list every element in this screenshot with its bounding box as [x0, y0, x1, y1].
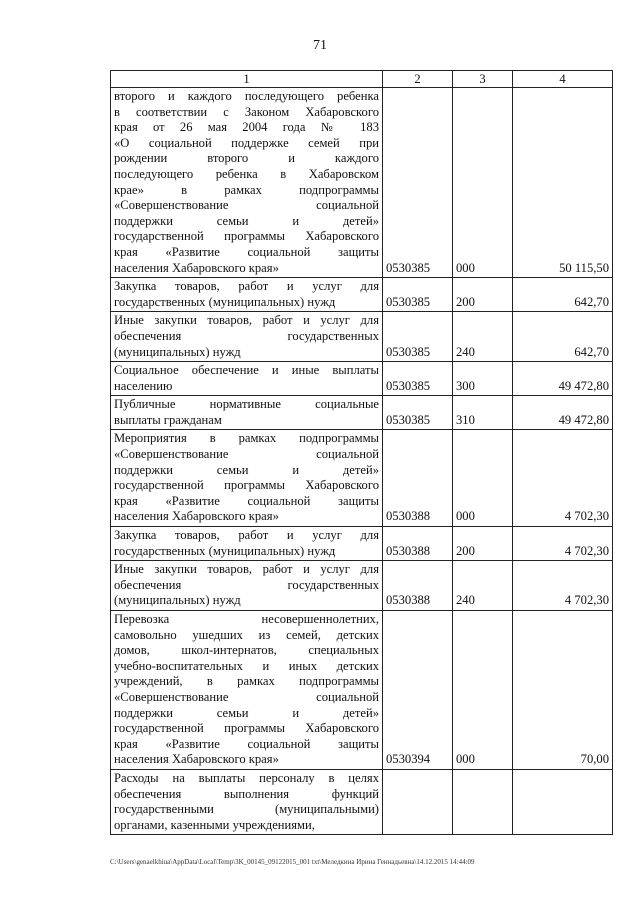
row-amount: 642,70: [513, 312, 613, 362]
description-line: государственной программы Хабаровского: [114, 721, 379, 736]
description-line: второго и каждого последующего ребенка: [114, 89, 379, 103]
row-description: [111, 561, 383, 611]
table-row: [111, 278, 613, 312]
description-line: поддержки семьи и детей»: [114, 213, 379, 228]
description-line: поддержки семьи и детей»: [114, 462, 379, 477]
row-target-code: 0530388: [383, 527, 453, 561]
description-line: края от 26 мая 2004 года № 183: [114, 120, 379, 135]
description-line: обеспечения государственных: [114, 577, 379, 592]
description-line: Закупка товаров, работ и услуг для: [114, 528, 379, 543]
row-amount: 4 702,30: [513, 430, 613, 527]
row-description: [111, 362, 383, 396]
description-line: населения Хабаровского края»: [114, 509, 279, 524]
description-line: учреждений, в рамках подпрограммы: [114, 674, 379, 689]
description-line: учебно-воспитательных и иных детских: [114, 658, 379, 673]
row-target-code: 0530385: [383, 88, 453, 278]
row-amount: 4 702,30: [513, 527, 613, 561]
description-line: Социальное обеспечение и иные выплаты: [114, 363, 379, 378]
table-row: [111, 88, 613, 278]
description-line: (муниципальных) нужд: [114, 593, 241, 608]
row-expense-type: 000: [453, 430, 513, 527]
budget-table: [110, 70, 613, 835]
description-line: последующего ребенка в Хабаровском: [114, 166, 379, 181]
table-row: [111, 769, 613, 834]
description-line: Перевозка несовершеннолетних,: [114, 612, 379, 626]
description-line: государственной программы Хабаровского: [114, 229, 379, 244]
table-row: [111, 527, 613, 561]
description-line: обеспечения государственных: [114, 328, 379, 343]
description-line: органами, казенными учреждениями,: [114, 817, 315, 832]
description-line: «Совершенствование социальной: [114, 447, 379, 462]
row-expense-type: 200: [453, 527, 513, 561]
header-cell-2: 2: [383, 71, 453, 88]
description-line: обеспечения выполнения функций: [114, 786, 379, 801]
row-target-code: 0530394: [383, 611, 453, 770]
description-line: поддержки семьи и детей»: [114, 705, 379, 720]
row-target-code: 0530385: [383, 278, 453, 312]
row-target-code: 0530388: [383, 430, 453, 527]
description-line: Мероприятия в рамках подпрограммы: [114, 431, 379, 446]
description-line: самовольно ушедших из семей, детских: [114, 627, 379, 642]
description-line: населению: [114, 378, 173, 393]
row-expense-type: 000: [453, 611, 513, 770]
description-line: в соответствии с Законом Хабаровского: [114, 104, 379, 119]
row-amount: 49 472,80: [513, 362, 613, 396]
row-expense-type: 300: [453, 362, 513, 396]
row-description: [111, 430, 383, 527]
description-line: Закупка товаров, работ и услуг для: [114, 279, 379, 294]
description-line: Расходы на выплаты персоналу в целях: [114, 770, 379, 785]
header-cell-1: 1: [111, 71, 383, 88]
row-description: [111, 769, 383, 834]
description-line: государственных (муниципальных) нужд: [114, 543, 336, 558]
description-line: рождении второго и каждого: [114, 151, 379, 166]
description-line: Иные закупки товаров, работ и услуг для: [114, 313, 379, 328]
row-amount: 642,70: [513, 278, 613, 312]
table-row: [111, 430, 613, 527]
description-line: края «Развитие социальной защиты: [114, 244, 379, 259]
description-line: края «Развитие социальной защиты: [114, 736, 379, 751]
description-line: населения Хабаровского края»: [114, 260, 279, 275]
description-line: домов, школ-интернатов, специальных: [114, 643, 379, 658]
row-description: [111, 312, 383, 362]
row-description: [111, 278, 383, 312]
description-line: государственной программы Хабаровского: [114, 478, 379, 493]
row-expense-type: [453, 769, 513, 834]
row-description: [111, 396, 383, 430]
row-amount: 70,00: [513, 611, 613, 770]
row-target-code: [383, 769, 453, 834]
description-line: (муниципальных) нужд: [114, 344, 241, 359]
table-row: [111, 396, 613, 430]
description-line: «Совершенствование социальной: [114, 689, 379, 704]
table-header-row: [111, 71, 613, 88]
row-target-code: 0530385: [383, 312, 453, 362]
row-amount: 49 472,80: [513, 396, 613, 430]
table-row: [111, 362, 613, 396]
row-amount: 50 115,50: [513, 88, 613, 278]
description-line: государственными (муниципальными): [114, 802, 379, 817]
row-target-code: 0530385: [383, 396, 453, 430]
page-number: 71: [313, 38, 327, 53]
table-row: [111, 611, 613, 770]
header-cell-3: 3: [453, 71, 513, 88]
row-expense-type: 310: [453, 396, 513, 430]
row-target-code: 0530385: [383, 362, 453, 396]
description-line: Иные закупки товаров, работ и услуг для: [114, 562, 379, 577]
row-expense-type: 000: [453, 88, 513, 278]
row-description: [111, 527, 383, 561]
row-expense-type: 200: [453, 278, 513, 312]
row-expense-type: 240: [453, 312, 513, 362]
row-description: [111, 611, 383, 770]
description-line: государственных (муниципальных) нужд: [114, 294, 336, 309]
row-amount: 4 702,30: [513, 561, 613, 611]
description-line: крае» в рамках подпрограммы: [114, 182, 379, 197]
description-line: Публичные нормативные социальные: [114, 397, 379, 412]
row-target-code: 0530388: [383, 561, 453, 611]
description-line: выплаты гражданам: [114, 412, 222, 427]
row-expense-type: 240: [453, 561, 513, 611]
description-line: «Совершенствование социальной: [114, 198, 379, 213]
row-description: [111, 88, 383, 278]
description-line: «О социальной поддержке семей при: [114, 135, 379, 150]
description-line: края «Развитие социальной защиты: [114, 493, 379, 508]
file-path-footer: C:\Users\genaelkhiua\AppData\Local\Temp\3K_00145_09122015_001 txt\Меледкина Ирина Геннадьевна\14.12.2015 14:44:09: [110, 858, 475, 866]
row-amount: [513, 769, 613, 834]
description-line: населения Хабаровского края»: [114, 752, 279, 767]
header-cell-4: 4: [513, 71, 613, 88]
table-row: [111, 312, 613, 362]
table-row: [111, 561, 613, 611]
